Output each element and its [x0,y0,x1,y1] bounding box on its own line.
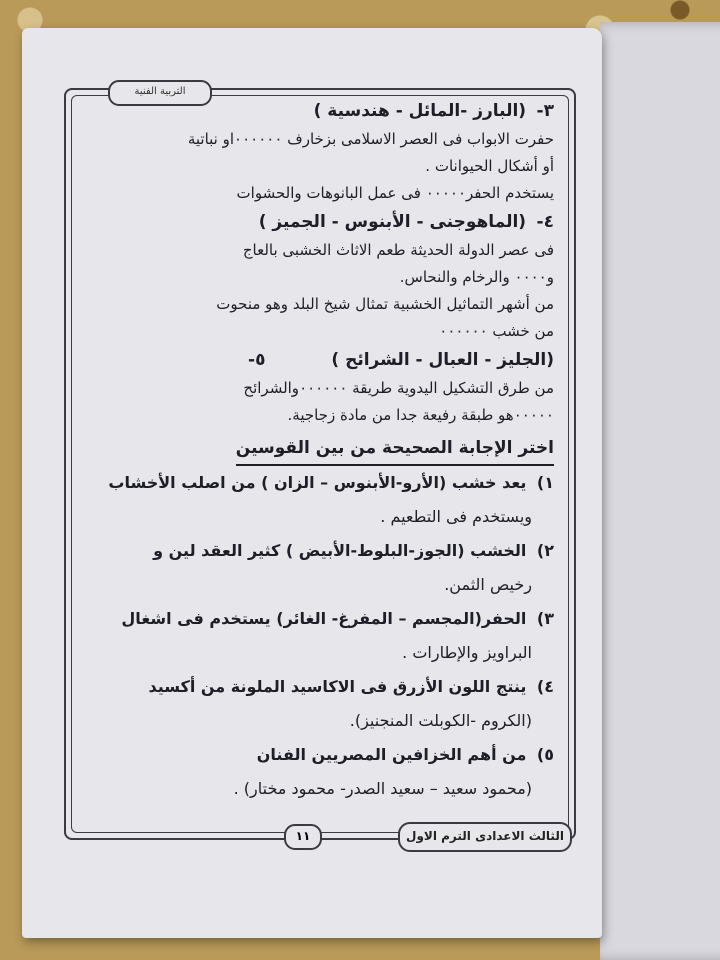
question-continuation: رخيص الثمن. [444,575,532,594]
header-badge: التربية الفنية [108,80,212,106]
item-heading: (الجليز - العبال - الشرائح ) ٥- [248,350,554,370]
item-line: من أشهر التماثيل الخشبية تمثال شيخ البلد وهو منحوت [216,295,554,313]
question: ٤) ينتج اللون الأزرق فى الاكاسيد الملونة من أكسيد [148,677,554,696]
section-title: اختر الإجابة الصحيحة من بين القوسين [236,433,554,466]
question: ١) يعد خشب (الأرو-الأبنوس – الزان ) من اصلب الأخشاب [108,473,554,492]
question-continuation: البراويز والإطارات . [402,643,532,662]
item-line: و٠٠٠٠ والرخام والنحاس. [399,268,554,286]
question: ٣) الحفر(المجسم – المفرغ- الغائر) يستخدم فى اشغال [121,609,554,628]
question: ٥) من أهم الخزافين المصريين الفنان [256,745,554,764]
question: ٢) الخشب (الجوز-البلوط-الأبيض ) كثير العقد لين و [153,541,554,560]
item-line: فى عصر الدولة الحديثة طعم الاثاث الخشبى بالعاج [242,241,554,259]
item-line: أو أشكال الحيوانات . [425,157,554,175]
item-heading: ٣- (البارز -المائل - هندسية ) [313,101,554,121]
item-line: ٠٠٠٠٠هو طبقة رفيعة جدا من مادة زجاجية. [287,406,554,424]
item-line: حفرت الابواب فى العصر الاسلامى بزخارف ٠٠٠٠٠٠او نباتية [187,130,554,148]
item-line: من طرق التشكيل اليدوية طريقة ٠٠٠٠٠٠والشرائح [243,379,554,397]
item-line: من خشب ٠٠٠٠٠٠ [439,322,554,340]
footer-badge: الثالث الاعدادى الترم الاول [398,822,572,852]
item-line: يستخدم الحفر٠٠٠٠٠ فى عمل البانوهات والحشوات [236,184,554,202]
question-continuation: (الكروم -الكوبلت المنجنيز). [349,711,532,730]
right-page [600,22,720,960]
question-continuation: ويستخدم فى التطعيم . [380,507,532,526]
question-continuation: (محمود سعيد – سعيد الصدر- محمود مختار) . [233,779,532,798]
page-number: ١١ [284,824,322,850]
item-heading: ٤- (الماهوجنى - الأبنوس - الجميز ) [258,212,554,232]
page-content [80,96,554,806]
